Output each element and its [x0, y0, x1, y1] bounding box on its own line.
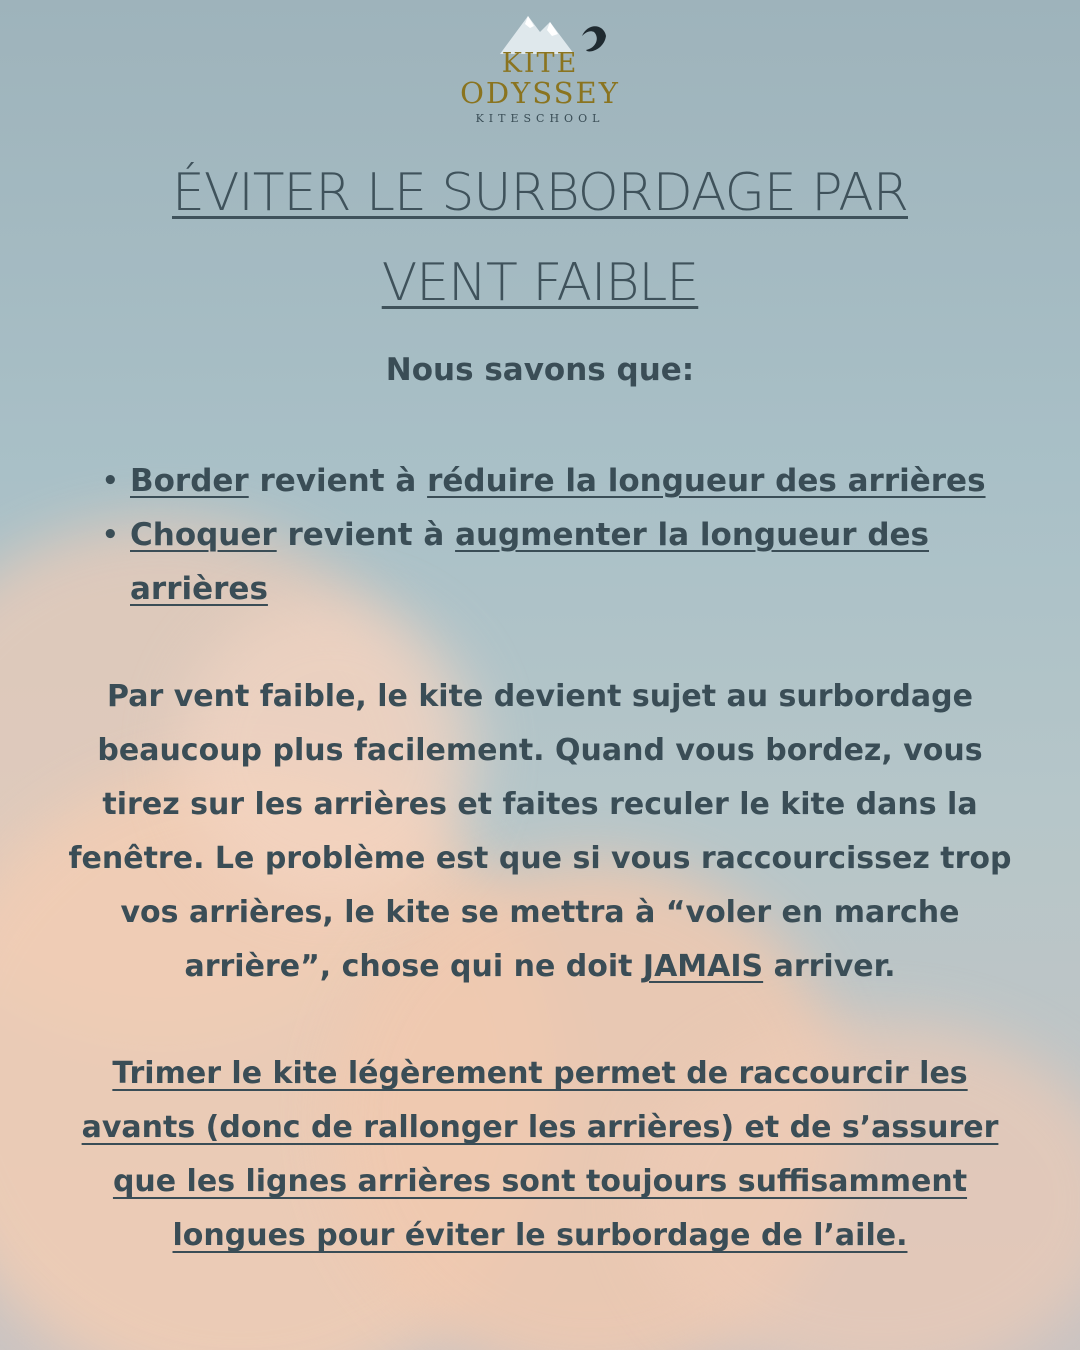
definition-list [100, 454, 1030, 616]
logo-line-kiteschool: KITESCHOOL [475, 112, 605, 125]
definition-choquer: augmenter la longueur des arrières [130, 517, 929, 607]
title-line-1: ÉVITER LE SURBORDAGE PAR [172, 163, 908, 223]
definition-border: réduire la longueur des arrières [427, 463, 986, 499]
key-takeaway: Trimer le kite légèrement permet de raccourcir les avants (donc de rallonger les arrières) et de s’assurer que les lignes arrières sont toujours suffisamment longues pour éviter le surbordage de l’aile. [81, 1056, 999, 1253]
paragraph-end: arriver. [763, 949, 896, 984]
title-line-2: VENT FAIBLE [381, 253, 699, 313]
explanation-paragraph [55, 670, 1025, 994]
page-title [0, 148, 1080, 328]
connector-text: revient à [276, 517, 456, 553]
emphasis-jamais: JAMAIS [642, 949, 764, 984]
term-border: Border [130, 463, 249, 499]
term-choquer: Choquer [130, 517, 277, 553]
intro-text: Nous savons que: [385, 352, 695, 388]
list-item-choquer [100, 508, 1030, 616]
logo-line-odyssey: ODYSSEY [460, 76, 620, 110]
logo-line-kite: KITE [501, 48, 579, 79]
paragraph-text: Par vent faible, le kite devient sujet au surbordage beaucoup plus facilement. Quand vous bordez, vous tirez sur les arrières et faites reculer le kite dans la fenêtre. Le problème est que si vous raccourcissez trop vos arrières, le kite se mettra à “voler en marche arrière”, chose qui ne doit [68, 679, 1012, 984]
list-item-border [100, 454, 1030, 508]
kite-odyssey-logo [0, 10, 1080, 125]
connector-text: revient à [248, 463, 428, 499]
